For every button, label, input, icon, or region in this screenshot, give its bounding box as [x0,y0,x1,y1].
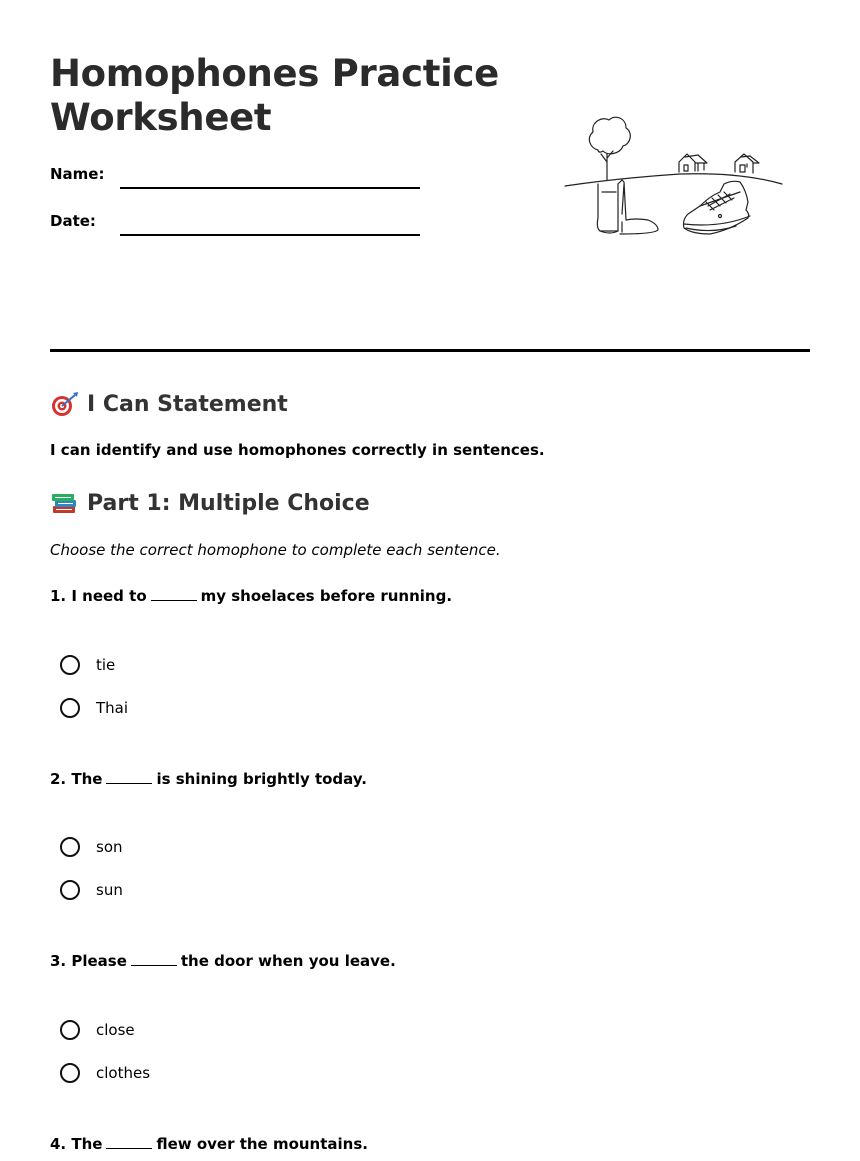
radio-button[interactable] [60,1020,80,1040]
question-1-suffix: my shoelaces before running. [200,587,453,605]
question-3-option-1[interactable] [60,1018,135,1042]
answer-blank [106,1136,152,1149]
part1-instructions: Choose the correct homophone to complete each sentence. [50,541,501,559]
i-can-heading [50,391,288,417]
option-label: sun [96,881,123,899]
part1-heading-text: Part 1: Multiple Choice [87,490,370,516]
radio-button[interactable] [60,880,80,900]
radio-button[interactable] [60,655,80,675]
question-3 [50,952,396,970]
radio-button[interactable] [60,837,80,857]
section-divider [50,349,810,352]
option-label: close [96,1021,135,1039]
boots-and-sneaker-landscape-icon [560,110,790,245]
radio-button[interactable] [60,698,80,718]
option-label: tie [96,656,116,674]
date-label: Date: [50,212,96,230]
question-4-prefix: 4. The [50,1135,103,1153]
question-1-option-1[interactable] [60,653,115,677]
title-line-2: Worksheet [50,96,272,139]
question-3-prefix: 3. Please [50,952,127,970]
name-field[interactable] [120,187,420,189]
option-label: clothes [96,1064,151,1082]
question-4-suffix: flew over the mountains. [156,1135,368,1153]
books-icon [50,490,80,516]
question-3-option-2[interactable] [60,1061,150,1085]
answer-blank [131,953,177,966]
part1-heading [50,490,370,516]
date-field[interactable] [120,234,420,236]
question-1-prefix: 1. I need to [50,587,147,605]
question-1 [50,587,452,605]
option-label: Thai [96,699,129,717]
i-can-heading-text: I Can Statement [87,391,288,417]
page-title [50,52,499,140]
answer-blank [151,588,197,601]
name-label: Name: [50,165,105,183]
question-2 [50,770,367,788]
i-can-statement: I can identify and use homophones correctly in sentences. [50,441,545,459]
question-2-option-2[interactable] [60,878,123,902]
question-2-prefix: 2. The [50,770,103,788]
question-2-option-1[interactable] [60,835,123,859]
answer-blank [106,771,152,784]
target-dart-icon [50,391,80,417]
radio-button[interactable] [60,1063,80,1083]
question-4 [50,1135,368,1153]
question-3-suffix: the door when you leave. [180,952,396,970]
question-1-option-2[interactable] [60,696,128,720]
title-line-1: Homophones Practice [50,52,499,95]
question-2-suffix: is shining brightly today. [156,770,367,788]
option-label: son [96,838,123,856]
